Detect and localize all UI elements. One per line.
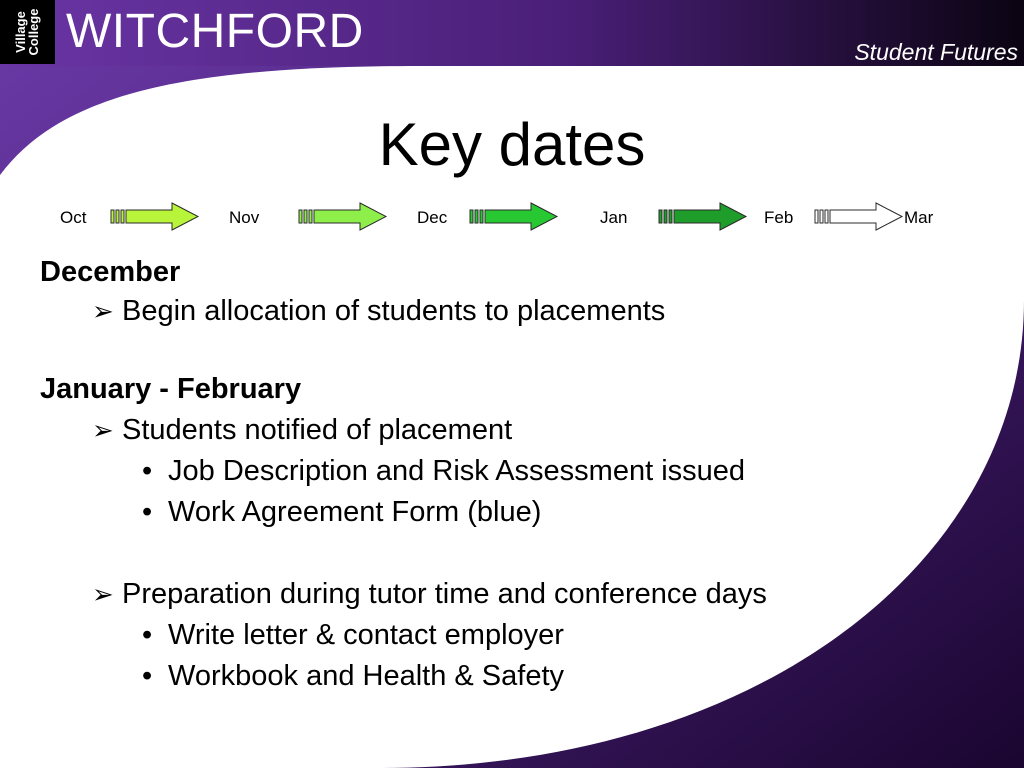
timeline-month-oct: Oct [60, 208, 87, 227]
logo-text [14, 9, 40, 56]
subbullet-work-agreement [142, 492, 541, 532]
heading-december: December [40, 256, 181, 288]
dot-bullet-icon: • [142, 496, 153, 528]
logo-text-line2: College [26, 8, 41, 56]
subbullet-text: Workbook and Health & Safety [168, 660, 565, 692]
tagline: Student Futures [854, 39, 1018, 65]
bullet-begin-allocation [92, 291, 665, 331]
brand-name: WITCHFORD [66, 5, 364, 58]
subbullet-job-description [142, 451, 745, 491]
timeline-month-feb: Feb [764, 208, 794, 227]
subbullet-workbook [142, 656, 564, 696]
heading-january-february: January - February [40, 373, 302, 405]
college-logo [0, 0, 55, 64]
logo-text-line1: Village [13, 11, 28, 53]
bullet-text: Preparation during tutor time and conference days [122, 578, 767, 610]
dot-bullet-icon: • [142, 455, 153, 487]
arrow-bullet-icon: ➢ [92, 296, 114, 326]
timeline [0, 198, 1024, 238]
timeline-arrow-1 [110, 202, 200, 232]
bullet-preparation [92, 574, 767, 614]
arrow-bullet-icon: ➢ [92, 415, 114, 445]
subbullet-text: Work Agreement Form (blue) [168, 496, 542, 528]
page-title: Key dates [378, 111, 646, 178]
bullet-text: Students notified of placement [122, 414, 513, 446]
timeline-arrow-3 [469, 202, 559, 232]
subbullet-text: Job Description and Risk Assessment issued [168, 455, 746, 487]
timeline-arrow-2 [298, 202, 388, 232]
subbullet-write-letter [142, 615, 564, 655]
timeline-month-mar: Mar [904, 208, 934, 227]
bullet-students-notified [92, 410, 512, 450]
timeline-month-dec: Dec [417, 208, 448, 227]
timeline-month-nov: Nov [229, 208, 260, 227]
arrow-bullet-icon: ➢ [92, 579, 114, 609]
subbullet-text: Write letter & contact employer [168, 619, 564, 651]
timeline-arrow-4 [658, 202, 748, 232]
dot-bullet-icon: • [142, 619, 153, 651]
dot-bullet-icon: • [142, 660, 153, 692]
timeline-month-jan: Jan [600, 208, 628, 227]
bullet-text: Begin allocation of students to placements [122, 295, 666, 327]
timeline-arrow-5 [814, 202, 904, 232]
